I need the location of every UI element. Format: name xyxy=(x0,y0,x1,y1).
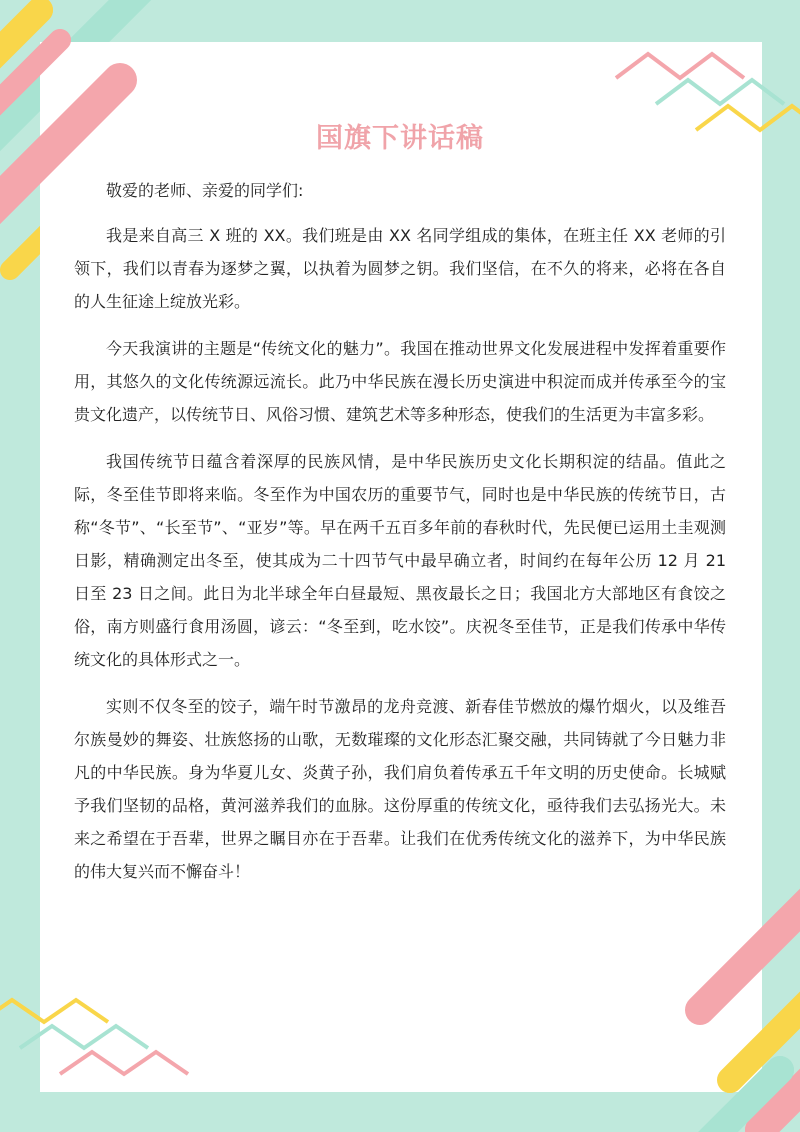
greeting: 敬爱的老师、亲爱的同学们: xyxy=(106,181,304,200)
bottom-right-overlay-stripes xyxy=(690,880,800,1132)
bottom-left-zigzag-overlay xyxy=(0,1000,188,1074)
speech-body xyxy=(74,174,726,902)
paragraph-conclusion: 实则不仅冬至的饺子，端午时节激昂的龙舟竞渡、新春佳节燃放的爆竹烟火，以及维吾尔族曼妙的舞姿、壮族悠扬的山歌，无数璀璨的文化形态汇聚交融，共同铸就了今日魅力非凡的中华民族。身为华夏儿女、炎黄子孙，我们肩负着传承五千年文明的历史使命。长城赋予我们坚韧的品格，黄河滋养我们的血脉。这份厚重的传统文化，亟待我们去弘扬光大。未来之希望在于吾辈，世界之瞩目亦在于吾辈。让我们在优秀传统文化的滋养下，为中华民族的伟大复兴而不懈奋斗！ xyxy=(74,697,726,881)
paragraph-intro: 我是来自高三 X 班的 XX。我们班是由 XX 名同学组成的集体，在班主任 XX 老师的引领下，我们以青春为逐梦之翼，以执着为圆梦之钥。我们坚信，在不久的将来，必将在各自的人生征途上绽放光彩。 xyxy=(74,226,726,311)
paragraph-winter-solstice: 我国传统节日蕴含着深厚的民族风情，是中华民族历史文化长期积淀的结晶。值此之际，冬至佳节即将来临。冬至作为中国农历的重要节气，同时也是中华民族的传统节日，古称“冬节”、“长至节”、“亚岁”等。早在两千五百多年前的春秋时代，先民便已运用土圭观测日影，精确测定出冬至，使其成为二十四节气中最早确立者，时间约在每年公历 12 月 21 日至 23 日之间。此日为北半球全年白昼最短、黑夜最长之日；我国北方大部地区有食饺之俗，南方则盛行食用汤圆，谚云：“冬至到，吃水饺”。庆祝冬至佳节，正是我们传承中华传统文化的具体形式之一。 xyxy=(74,452,726,669)
page-title: 国旗下讲话稿 xyxy=(316,123,484,154)
paragraph-theme: 今天我演讲的主题是“传统文化的魅力”。我国在推动世界文化发展进程中发挥着重要作用，其悠久的文化传统源远流长。此乃中华民族在漫长历史演进中积淀而成并传承至今的宝贵文化遗产，以传统节日、风俗习惯、建筑艺术等多种形态，使我们的生活更为丰富多彩。 xyxy=(74,339,726,424)
